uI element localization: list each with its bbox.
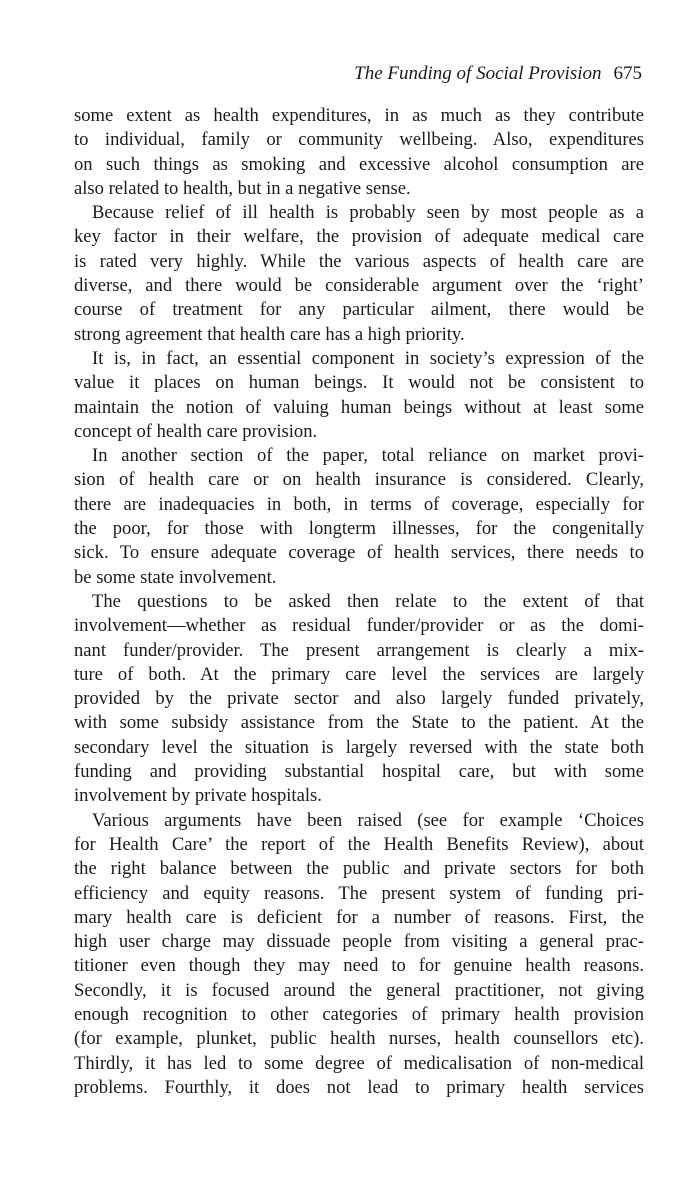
text-line: value it places on human beings. It would not be consistent to [74, 372, 644, 394]
text-line: Because relief of ill health is probably seen by most people as a [92, 202, 644, 224]
text-line: with some subsidy assistance from the State to the patient. At the [74, 712, 644, 734]
text-line: titioner even though they may need to for genuine health reasons. [74, 955, 644, 977]
text-line: Thirdly, it has led to some degree of medicalisation of non-medical [74, 1052, 644, 1074]
text-line: involvement—whether as residual funder/provider or as the domi- [74, 615, 644, 637]
text-line: is rated very highly. While the various aspects of health care are [74, 250, 644, 272]
text-line: strong agreement that health care has a high priority. [74, 323, 465, 345]
running-head-title: The Funding of Social Provision [354, 63, 602, 84]
text-line: The questions to be asked then relate to the extent of that [92, 590, 644, 612]
text-line: some extent as health expenditures, in as much as they contribute [74, 105, 644, 126]
text-line: efficiency and equity reasons. The present system of funding pri- [74, 882, 644, 904]
text-line: (for example, plunket, public health nurses, health counsellors etc). [74, 1028, 644, 1050]
text-line: the poor, for those with longterm illnesses, for the congenitally [74, 518, 644, 540]
text-line: Secondly, it is focused around the general practitioner, not giving [74, 979, 644, 1001]
text-line: nant funder/provider. The present arrangement is clearly a mix- [74, 639, 644, 661]
text-line: ture of both. At the primary care level the services are largely [74, 663, 644, 685]
text-line: high user charge may dissuade people from visiting a general prac- [74, 931, 644, 953]
text-line: for Health Care’ the report of the Health Benefits Review), about [74, 833, 644, 855]
text-line: key factor in their welfare, the provision of adequate medical care [74, 226, 644, 248]
text-line: to individual, family or community wellbeing. Also, expenditures [74, 129, 644, 151]
text-line: enough recognition to other categories of primary health provision [74, 1003, 644, 1025]
text-line: involvement by private hospitals. [74, 785, 322, 807]
text-line: secondary level the situation is largely reversed with the state both [74, 736, 644, 758]
text-line: provided by the private sector and also largely funded privately, [74, 688, 644, 710]
text-line: funding and providing substantial hospital care, but with some [74, 761, 644, 783]
text-line: sick. To ensure adequate coverage of health services, there needs to [74, 542, 644, 564]
text-line: also related to health, but in a negative sense. [74, 177, 411, 199]
text-line: there are inadequacies in both, in terms of coverage, especially for [74, 493, 644, 515]
text-line: Various arguments have been raised (see for example ‘Choices [92, 809, 644, 831]
body-text [74, 104, 644, 1100]
running-head [354, 62, 642, 86]
text-line: diverse, and there would be considerable argument over the ‘right’ [74, 275, 644, 297]
text-line: sion of health care or on health insurance is considered. Clearly, [74, 469, 644, 491]
text-line: maintain the notion of valuing human beings without at least some [74, 396, 644, 418]
text-line: It is, in fact, an essential component in society’s expression of the [92, 347, 644, 369]
text-line: course of treatment for any particular ailment, there would be [74, 299, 644, 321]
text-line: be some state involvement. [74, 566, 277, 588]
text-line: on such things as smoking and excessive alcohol consumption are [74, 153, 644, 175]
text-line: problems. Fourthly, it does not lead to primary health services [74, 1076, 644, 1098]
text-line: mary health care is deficient for a number of reasons. First, the [74, 906, 644, 928]
text-line: concept of health care provision. [74, 420, 318, 442]
page-number: 675 [613, 63, 642, 84]
text-line: In another section of the paper, total reliance on market provi- [92, 445, 644, 467]
text-line: the right balance between the public and private sectors for both [74, 858, 644, 880]
